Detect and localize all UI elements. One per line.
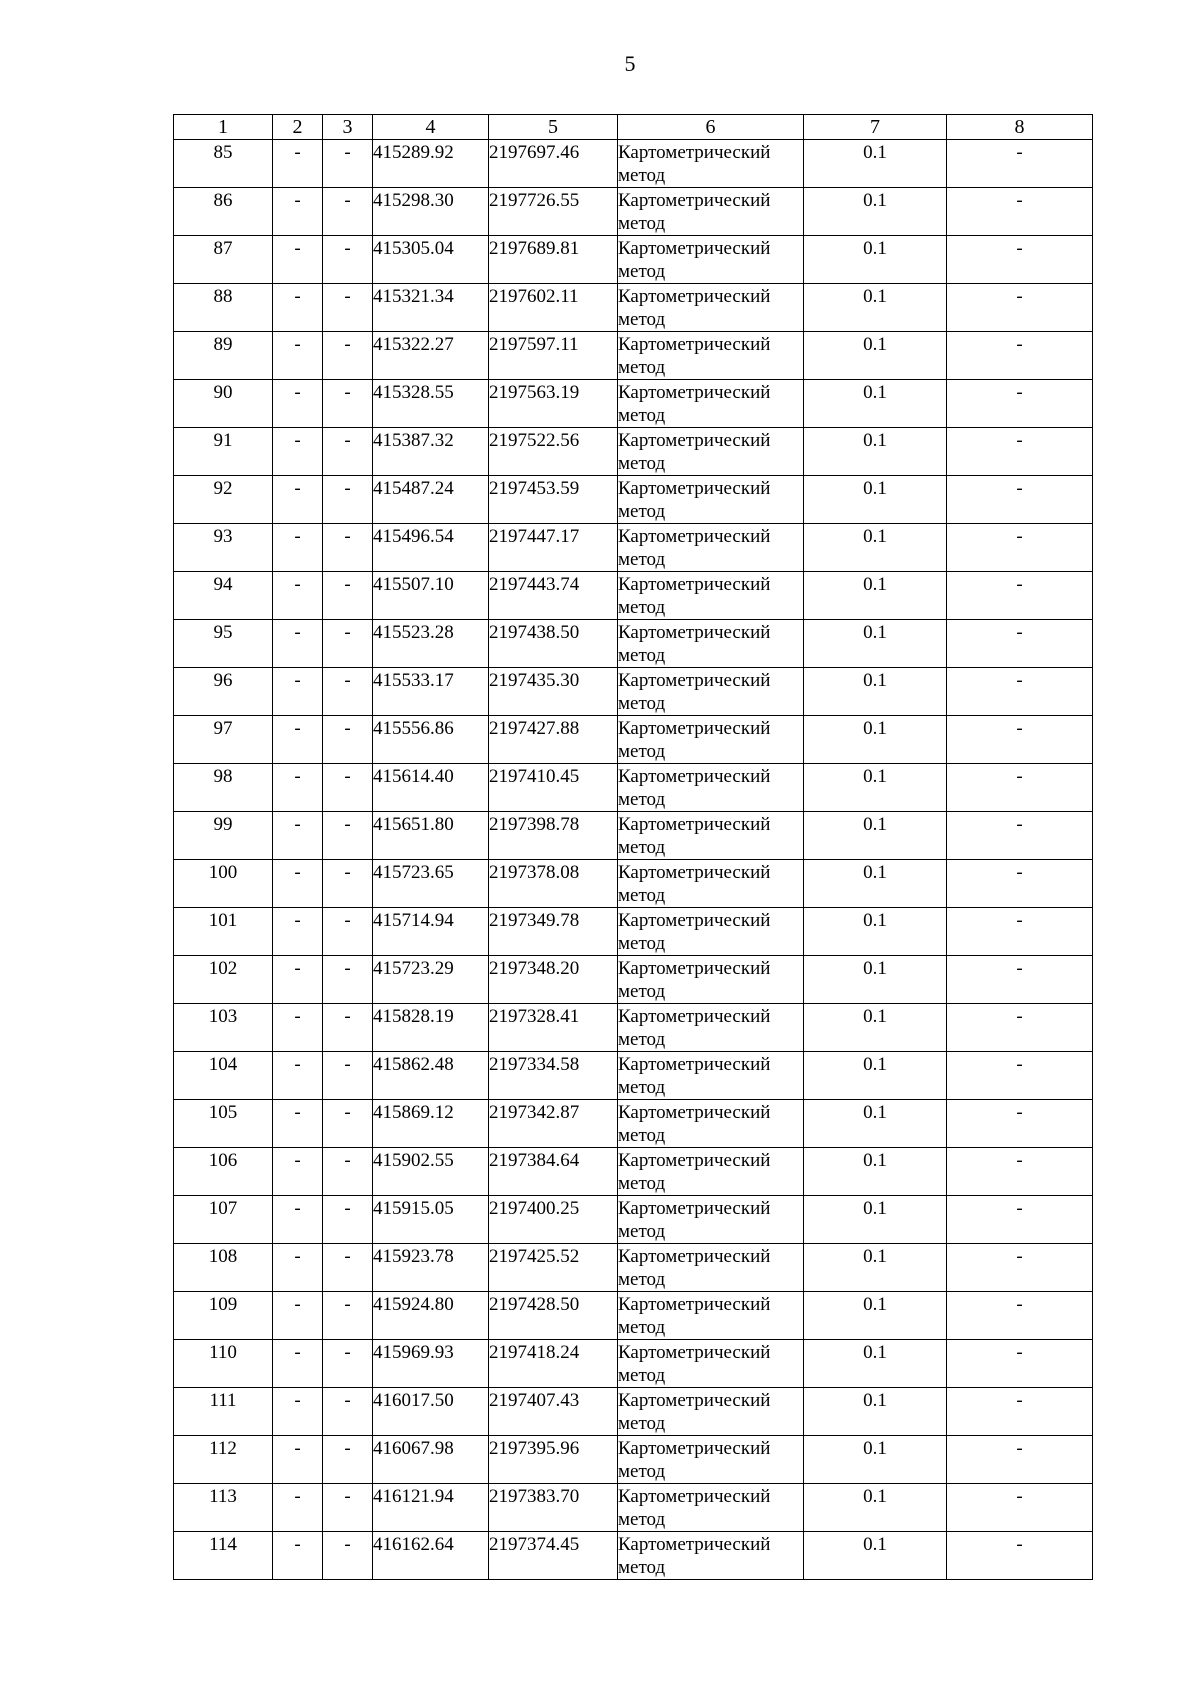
col-2-cell: -	[273, 1148, 323, 1196]
col-3-cell: -	[323, 1052, 373, 1100]
col-2-cell: -	[273, 908, 323, 956]
accuracy-cell: 0.1	[804, 1148, 947, 1196]
table-row	[174, 332, 1093, 380]
table-row	[174, 1052, 1093, 1100]
table-row	[174, 428, 1093, 476]
col-8-cell: -	[947, 1004, 1093, 1052]
col-3-cell: -	[323, 380, 373, 428]
point-number-cell: 95	[174, 620, 273, 668]
col-2-cell: -	[273, 1340, 323, 1388]
point-number-cell: 106	[174, 1148, 273, 1196]
table-row	[174, 1484, 1093, 1532]
column-header-7: 7	[804, 115, 947, 140]
col-2-cell: -	[273, 1484, 323, 1532]
y-coordinate-cell: 2197384.64	[489, 1148, 618, 1196]
col-2-cell: -	[273, 1388, 323, 1436]
method-cell: Картометрический метод	[618, 1052, 804, 1100]
col-2-cell: -	[273, 956, 323, 1004]
point-number-cell: 105	[174, 1100, 273, 1148]
point-number-cell: 91	[174, 428, 273, 476]
col-3-cell: -	[323, 1244, 373, 1292]
method-cell: Картометрический метод	[618, 428, 804, 476]
method-cell: Картометрический метод	[618, 1340, 804, 1388]
col-3-cell: -	[323, 716, 373, 764]
col-2-cell: -	[273, 620, 323, 668]
col-3-cell: -	[323, 1148, 373, 1196]
method-cell: Картометрический метод	[618, 188, 804, 236]
accuracy-cell: 0.1	[804, 1244, 947, 1292]
y-coordinate-cell: 2197410.45	[489, 764, 618, 812]
y-coordinate-cell: 2197602.11	[489, 284, 618, 332]
accuracy-cell: 0.1	[804, 1388, 947, 1436]
col-8-cell: -	[947, 620, 1093, 668]
col-3-cell: -	[323, 476, 373, 524]
x-coordinate-cell: 415902.55	[373, 1148, 489, 1196]
col-3-cell: -	[323, 140, 373, 188]
y-coordinate-cell: 2197395.96	[489, 1436, 618, 1484]
x-coordinate-cell: 415289.92	[373, 140, 489, 188]
point-number-cell: 101	[174, 908, 273, 956]
y-coordinate-cell: 2197428.50	[489, 1292, 618, 1340]
x-coordinate-cell: 416121.94	[373, 1484, 489, 1532]
y-coordinate-cell: 2197349.78	[489, 908, 618, 956]
table-row	[174, 668, 1093, 716]
table-row	[174, 1388, 1093, 1436]
col-3-cell: -	[323, 668, 373, 716]
x-coordinate-cell: 415322.27	[373, 332, 489, 380]
point-number-cell: 97	[174, 716, 273, 764]
col-8-cell: -	[947, 236, 1093, 284]
col-3-cell: -	[323, 1196, 373, 1244]
y-coordinate-cell: 2197342.87	[489, 1100, 618, 1148]
col-2-cell: -	[273, 812, 323, 860]
col-3-cell: -	[323, 620, 373, 668]
table-row	[174, 476, 1093, 524]
col-3-cell: -	[323, 1004, 373, 1052]
point-number-cell: 87	[174, 236, 273, 284]
point-number-cell: 108	[174, 1244, 273, 1292]
col-3-cell: -	[323, 956, 373, 1004]
table-row	[174, 908, 1093, 956]
x-coordinate-cell: 415723.65	[373, 860, 489, 908]
method-cell: Картометрический метод	[618, 956, 804, 1004]
table-row	[174, 188, 1093, 236]
col-2-cell: -	[273, 1436, 323, 1484]
col-8-cell: -	[947, 380, 1093, 428]
y-coordinate-cell: 2197447.17	[489, 524, 618, 572]
col-2-cell: -	[273, 284, 323, 332]
point-number-cell: 100	[174, 860, 273, 908]
point-number-cell: 99	[174, 812, 273, 860]
col-8-cell: -	[947, 572, 1093, 620]
accuracy-cell: 0.1	[804, 716, 947, 764]
col-3-cell: -	[323, 236, 373, 284]
col-2-cell: -	[273, 1196, 323, 1244]
col-8-cell: -	[947, 1436, 1093, 1484]
col-8-cell: -	[947, 956, 1093, 1004]
column-header-8: 8	[947, 115, 1093, 140]
table-row	[174, 620, 1093, 668]
col-3-cell: -	[323, 284, 373, 332]
column-header-2: 2	[273, 115, 323, 140]
accuracy-cell: 0.1	[804, 140, 947, 188]
col-8-cell: -	[947, 284, 1093, 332]
col-3-cell: -	[323, 1340, 373, 1388]
y-coordinate-cell: 2197425.52	[489, 1244, 618, 1292]
accuracy-cell: 0.1	[804, 332, 947, 380]
x-coordinate-cell: 415387.32	[373, 428, 489, 476]
point-number-cell: 110	[174, 1340, 273, 1388]
table-row	[174, 284, 1093, 332]
point-number-cell: 114	[174, 1532, 273, 1580]
point-number-cell: 85	[174, 140, 273, 188]
col-2-cell: -	[273, 380, 323, 428]
col-8-cell: -	[947, 764, 1093, 812]
col-8-cell: -	[947, 428, 1093, 476]
method-cell: Картометрический метод	[618, 668, 804, 716]
x-coordinate-cell: 415298.30	[373, 188, 489, 236]
method-cell: Картометрический метод	[618, 860, 804, 908]
x-coordinate-cell: 415923.78	[373, 1244, 489, 1292]
x-coordinate-cell: 415487.24	[373, 476, 489, 524]
column-header-4: 4	[373, 115, 489, 140]
point-number-cell: 112	[174, 1436, 273, 1484]
x-coordinate-cell: 415969.93	[373, 1340, 489, 1388]
y-coordinate-cell: 2197443.74	[489, 572, 618, 620]
accuracy-cell: 0.1	[804, 860, 947, 908]
y-coordinate-cell: 2197348.20	[489, 956, 618, 1004]
col-8-cell: -	[947, 476, 1093, 524]
x-coordinate-cell: 415651.80	[373, 812, 489, 860]
x-coordinate-cell: 415328.55	[373, 380, 489, 428]
x-coordinate-cell: 415523.28	[373, 620, 489, 668]
col-3-cell: -	[323, 1436, 373, 1484]
x-coordinate-cell: 415507.10	[373, 572, 489, 620]
method-cell: Картометрический метод	[618, 1148, 804, 1196]
table-row	[174, 524, 1093, 572]
accuracy-cell: 0.1	[804, 1100, 947, 1148]
col-3-cell: -	[323, 1100, 373, 1148]
point-number-cell: 111	[174, 1388, 273, 1436]
col-3-cell: -	[323, 764, 373, 812]
accuracy-cell: 0.1	[804, 428, 947, 476]
method-cell: Картометрический метод	[618, 1196, 804, 1244]
y-coordinate-cell: 2197597.11	[489, 332, 618, 380]
y-coordinate-cell: 2197400.25	[489, 1196, 618, 1244]
col-3-cell: -	[323, 860, 373, 908]
method-cell: Картометрический метод	[618, 236, 804, 284]
table-row	[174, 1532, 1093, 1580]
table-row	[174, 1244, 1093, 1292]
col-2-cell: -	[273, 764, 323, 812]
table-row	[174, 1148, 1093, 1196]
table-row	[174, 812, 1093, 860]
column-header-5: 5	[489, 115, 618, 140]
col-2-cell: -	[273, 716, 323, 764]
col-3-cell: -	[323, 908, 373, 956]
table-row	[174, 716, 1093, 764]
y-coordinate-cell: 2197374.45	[489, 1532, 618, 1580]
table-row	[174, 860, 1093, 908]
y-coordinate-cell: 2197383.70	[489, 1484, 618, 1532]
x-coordinate-cell: 416067.98	[373, 1436, 489, 1484]
accuracy-cell: 0.1	[804, 1532, 947, 1580]
y-coordinate-cell: 2197697.46	[489, 140, 618, 188]
col-2-cell: -	[273, 188, 323, 236]
accuracy-cell: 0.1	[804, 476, 947, 524]
col-8-cell: -	[947, 668, 1093, 716]
col-3-cell: -	[323, 812, 373, 860]
x-coordinate-cell: 415924.80	[373, 1292, 489, 1340]
table-row	[174, 140, 1093, 188]
col-3-cell: -	[323, 1388, 373, 1436]
x-coordinate-cell: 415533.17	[373, 668, 489, 716]
point-number-cell: 89	[174, 332, 273, 380]
col-8-cell: -	[947, 812, 1093, 860]
table-row	[174, 1196, 1093, 1244]
accuracy-cell: 0.1	[804, 524, 947, 572]
col-3-cell: -	[323, 524, 373, 572]
col-2-cell: -	[273, 572, 323, 620]
accuracy-cell: 0.1	[804, 1196, 947, 1244]
accuracy-cell: 0.1	[804, 1052, 947, 1100]
col-3-cell: -	[323, 1484, 373, 1532]
accuracy-cell: 0.1	[804, 908, 947, 956]
method-cell: Картометрический метод	[618, 716, 804, 764]
table-row	[174, 1004, 1093, 1052]
point-number-cell: 104	[174, 1052, 273, 1100]
accuracy-cell: 0.1	[804, 1004, 947, 1052]
accuracy-cell: 0.1	[804, 380, 947, 428]
x-coordinate-cell: 415828.19	[373, 1004, 489, 1052]
table-header-row	[174, 115, 1093, 140]
col-2-cell: -	[273, 236, 323, 284]
col-8-cell: -	[947, 1100, 1093, 1148]
col-2-cell: -	[273, 1052, 323, 1100]
col-8-cell: -	[947, 716, 1093, 764]
y-coordinate-cell: 2197427.88	[489, 716, 618, 764]
point-number-cell: 93	[174, 524, 273, 572]
col-2-cell: -	[273, 332, 323, 380]
col-3-cell: -	[323, 1292, 373, 1340]
method-cell: Картометрический метод	[618, 764, 804, 812]
method-cell: Картометрический метод	[618, 380, 804, 428]
col-3-cell: -	[323, 332, 373, 380]
method-cell: Картометрический метод	[618, 1292, 804, 1340]
col-8-cell: -	[947, 1484, 1093, 1532]
table-row	[174, 1436, 1093, 1484]
accuracy-cell: 0.1	[804, 812, 947, 860]
method-cell: Картометрический метод	[618, 284, 804, 332]
col-2-cell: -	[273, 476, 323, 524]
col-8-cell: -	[947, 1532, 1093, 1580]
table-row	[174, 764, 1093, 812]
col-2-cell: -	[273, 1292, 323, 1340]
method-cell: Картометрический метод	[618, 1100, 804, 1148]
point-number-cell: 96	[174, 668, 273, 716]
col-8-cell: -	[947, 1052, 1093, 1100]
method-cell: Картометрический метод	[618, 140, 804, 188]
x-coordinate-cell: 416162.64	[373, 1532, 489, 1580]
y-coordinate-cell: 2197378.08	[489, 860, 618, 908]
method-cell: Картометрический метод	[618, 1436, 804, 1484]
col-2-cell: -	[273, 668, 323, 716]
col-3-cell: -	[323, 572, 373, 620]
y-coordinate-cell: 2197689.81	[489, 236, 618, 284]
x-coordinate-cell: 415496.54	[373, 524, 489, 572]
point-number-cell: 113	[174, 1484, 273, 1532]
table-row	[174, 1340, 1093, 1388]
accuracy-cell: 0.1	[804, 284, 947, 332]
table-row	[174, 572, 1093, 620]
y-coordinate-cell: 2197453.59	[489, 476, 618, 524]
x-coordinate-cell: 415556.86	[373, 716, 489, 764]
y-coordinate-cell: 2197334.58	[489, 1052, 618, 1100]
point-number-cell: 90	[174, 380, 273, 428]
col-8-cell: -	[947, 524, 1093, 572]
point-number-cell: 98	[174, 764, 273, 812]
method-cell: Картометрический метод	[618, 1532, 804, 1580]
accuracy-cell: 0.1	[804, 1340, 947, 1388]
col-8-cell: -	[947, 1148, 1093, 1196]
accuracy-cell: 0.1	[804, 572, 947, 620]
method-cell: Картометрический метод	[618, 812, 804, 860]
column-header-6: 6	[618, 115, 804, 140]
table-row	[174, 1292, 1093, 1340]
col-2-cell: -	[273, 1244, 323, 1292]
method-cell: Картометрический метод	[618, 524, 804, 572]
method-cell: Картометрический метод	[618, 908, 804, 956]
x-coordinate-cell: 415862.48	[373, 1052, 489, 1100]
column-header-1: 1	[174, 115, 273, 140]
col-8-cell: -	[947, 1340, 1093, 1388]
accuracy-cell: 0.1	[804, 764, 947, 812]
accuracy-cell: 0.1	[804, 668, 947, 716]
accuracy-cell: 0.1	[804, 1484, 947, 1532]
col-2-cell: -	[273, 860, 323, 908]
col-8-cell: -	[947, 1292, 1093, 1340]
x-coordinate-cell: 415321.34	[373, 284, 489, 332]
col-8-cell: -	[947, 188, 1093, 236]
table-body	[174, 140, 1093, 1580]
accuracy-cell: 0.1	[804, 236, 947, 284]
col-3-cell: -	[323, 428, 373, 476]
accuracy-cell: 0.1	[804, 188, 947, 236]
accuracy-cell: 0.1	[804, 956, 947, 1004]
x-coordinate-cell: 415723.29	[373, 956, 489, 1004]
method-cell: Картометрический метод	[618, 1004, 804, 1052]
method-cell: Картометрический метод	[618, 332, 804, 380]
x-coordinate-cell: 415869.12	[373, 1100, 489, 1148]
point-number-cell: 88	[174, 284, 273, 332]
col-8-cell: -	[947, 332, 1093, 380]
col-2-cell: -	[273, 140, 323, 188]
col-3-cell: -	[323, 188, 373, 236]
table-row	[174, 236, 1093, 284]
y-coordinate-cell: 2197563.19	[489, 380, 618, 428]
point-number-cell: 92	[174, 476, 273, 524]
point-number-cell: 107	[174, 1196, 273, 1244]
y-coordinate-cell: 2197726.55	[489, 188, 618, 236]
col-2-cell: -	[273, 1004, 323, 1052]
accuracy-cell: 0.1	[804, 1436, 947, 1484]
y-coordinate-cell: 2197328.41	[489, 1004, 618, 1052]
point-number-cell: 102	[174, 956, 273, 1004]
col-8-cell: -	[947, 1196, 1093, 1244]
x-coordinate-cell: 415714.94	[373, 908, 489, 956]
col-8-cell: -	[947, 860, 1093, 908]
col-2-cell: -	[273, 1100, 323, 1148]
table-row	[174, 1100, 1093, 1148]
x-coordinate-cell: 416017.50	[373, 1388, 489, 1436]
col-2-cell: -	[273, 524, 323, 572]
point-number-cell: 86	[174, 188, 273, 236]
point-number-cell: 94	[174, 572, 273, 620]
col-3-cell: -	[323, 1532, 373, 1580]
y-coordinate-cell: 2197435.30	[489, 668, 618, 716]
col-2-cell: -	[273, 428, 323, 476]
table-row	[174, 956, 1093, 1004]
page-number: 5	[624, 51, 636, 76]
point-number-cell: 109	[174, 1292, 273, 1340]
x-coordinate-cell: 415305.04	[373, 236, 489, 284]
x-coordinate-cell: 415915.05	[373, 1196, 489, 1244]
y-coordinate-cell: 2197407.43	[489, 1388, 618, 1436]
y-coordinate-cell: 2197522.56	[489, 428, 618, 476]
method-cell: Картометрический метод	[618, 572, 804, 620]
method-cell: Картометрический метод	[618, 1388, 804, 1436]
col-8-cell: -	[947, 1388, 1093, 1436]
col-8-cell: -	[947, 140, 1093, 188]
method-cell: Картометрический метод	[618, 620, 804, 668]
column-header-3: 3	[323, 115, 373, 140]
table-row	[174, 380, 1093, 428]
y-coordinate-cell: 2197418.24	[489, 1340, 618, 1388]
col-8-cell: -	[947, 1244, 1093, 1292]
accuracy-cell: 0.1	[804, 620, 947, 668]
method-cell: Картометрический метод	[618, 1484, 804, 1532]
method-cell: Картометрический метод	[618, 476, 804, 524]
x-coordinate-cell: 415614.40	[373, 764, 489, 812]
point-number-cell: 103	[174, 1004, 273, 1052]
method-cell: Картометрический метод	[618, 1244, 804, 1292]
coordinates-table	[173, 114, 1093, 1580]
accuracy-cell: 0.1	[804, 1292, 947, 1340]
y-coordinate-cell: 2197398.78	[489, 812, 618, 860]
col-8-cell: -	[947, 908, 1093, 956]
col-2-cell: -	[273, 1532, 323, 1580]
y-coordinate-cell: 2197438.50	[489, 620, 618, 668]
